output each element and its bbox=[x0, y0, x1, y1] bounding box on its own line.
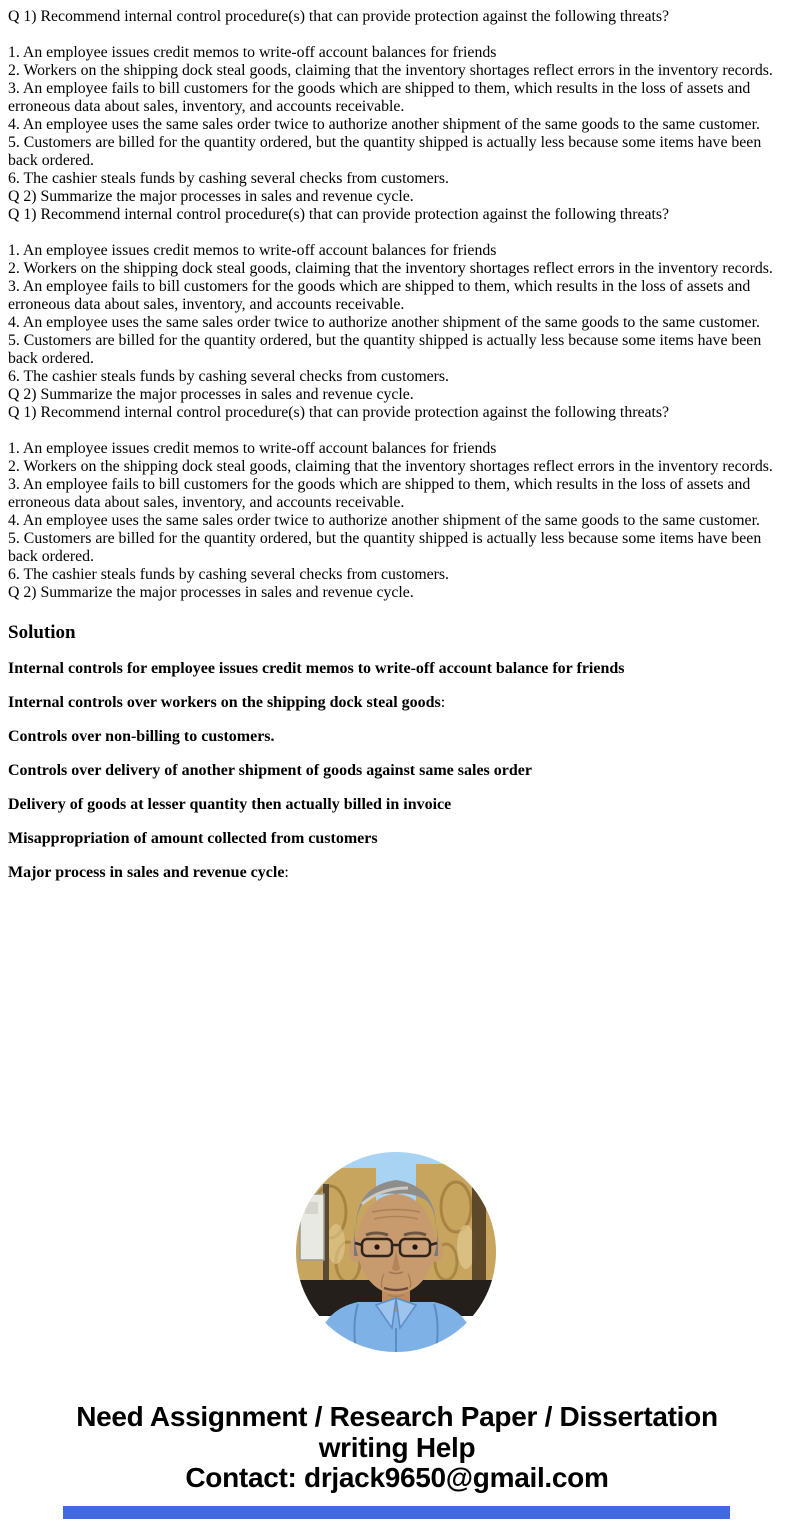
footer-line-2: writing Help bbox=[318, 1431, 476, 1463]
question-block bbox=[8, 404, 788, 602]
solution-line bbox=[8, 762, 788, 779]
threat-item: 3. An employee fails to bill customers for the goods which are shipped to them, which results in the loss of assets and erroneous data about sales, inventory, and accounts receivable. bbox=[8, 476, 751, 511]
solution-line bbox=[8, 796, 788, 813]
solution-section bbox=[8, 623, 788, 881]
threat-item: 2. Workers on the shipping dock steal goods, claiming that the inventory shortages reflect errors in the inventory records. bbox=[8, 62, 773, 79]
solution-line bbox=[8, 694, 788, 711]
question-q1: Q 1) Recommend internal control procedure(s) that can provide protection against the following threats? bbox=[8, 8, 670, 25]
solution-line bbox=[8, 864, 788, 881]
solution-heading: Solution bbox=[8, 622, 76, 643]
threat-item: 6. The cashier steals funds by cashing several checks from customers. bbox=[8, 566, 450, 583]
blank-line bbox=[8, 26, 788, 44]
question-q1: Q 1) Recommend internal control procedure(s) that can provide protection against the following threats? bbox=[8, 206, 670, 223]
instructor-avatar bbox=[296, 1152, 496, 1352]
document-page bbox=[8, 8, 788, 898]
threat-item: 2. Workers on the shipping dock steal goods, claiming that the inventory shortages reflect errors in the inventory records. bbox=[8, 260, 773, 277]
solution-line bbox=[8, 728, 788, 745]
threat-item: 4. An employee uses the same sales order twice to authorize another shipment of the same goods to the same customer. bbox=[8, 314, 760, 331]
footer-line-3: Contact: drjack9650@gmail.com bbox=[185, 1462, 609, 1493]
blank-line bbox=[8, 422, 788, 440]
question-block bbox=[8, 8, 788, 206]
solution-line bbox=[8, 660, 788, 677]
solution-line-text: Major process in sales and revenue cycle bbox=[8, 864, 285, 881]
question-q2: Q 2) Summarize the major processes in sales and revenue cycle. bbox=[8, 584, 414, 601]
solution-line-suffix: : bbox=[284, 864, 289, 881]
threat-item: 1. An employee issues credit memos to write-off account balances for friends bbox=[8, 44, 497, 61]
threat-item: 4. An employee uses the same sales order twice to authorize another shipment of the same goods to the same customer. bbox=[8, 512, 760, 529]
threat-item: 3. An employee fails to bill customers for the goods which are shipped to them, which results in the loss of assets and erroneous data about sales, inventory, and accounts receivable. bbox=[8, 278, 751, 313]
question-q2: Q 2) Summarize the major processes in sales and revenue cycle. bbox=[8, 386, 414, 403]
solution-line-text: Internal controls over workers on the shipping dock steal goods bbox=[8, 694, 441, 711]
threat-item: 3. An employee fails to bill customers for the goods which are shipped to them, which results in the loss of assets and erroneous data about sales, inventory, and accounts receivable. bbox=[8, 80, 751, 115]
solution-line-suffix: : bbox=[440, 694, 446, 711]
threat-item: 5. Customers are billed for the quantity ordered, but the quantity shipped is actually less because some items have been back ordered. bbox=[8, 332, 762, 367]
solution-line-text: Misappropriation of amount collected from customers bbox=[8, 830, 378, 847]
threat-item: 5. Customers are billed for the quantity ordered, but the quantity shipped is actually less because some items have been back ordered. bbox=[8, 134, 762, 169]
solution-line bbox=[8, 830, 788, 847]
threat-item: 1. An employee issues credit memos to write-off account balances for friends bbox=[8, 440, 497, 457]
threat-item: 6. The cashier steals funds by cashing several checks from customers. bbox=[8, 368, 450, 385]
threat-item: 6. The cashier steals funds by cashing several checks from customers. bbox=[8, 170, 450, 187]
threat-item: 4. An employee uses the same sales order twice to authorize another shipment of the same goods to the same customer. bbox=[8, 116, 760, 133]
threat-item: 1. An employee issues credit memos to write-off account balances for friends bbox=[8, 242, 497, 259]
solution-line-text: Delivery of goods at lesser quantity then actually billed in invoice bbox=[8, 796, 452, 813]
solution-line-text: Controls over non-billing to customers. bbox=[8, 728, 275, 745]
instructor-photo-illustration bbox=[296, 1152, 496, 1352]
question-q1: Q 1) Recommend internal control procedure(s) that can provide protection against the following threats? bbox=[8, 404, 670, 421]
solution-line-text: Controls over delivery of another shipment of goods against same sales order bbox=[8, 762, 532, 779]
solution-line-text: Internal controls for employee issues credit memos to write-off account balance for friends bbox=[8, 660, 625, 677]
footer-banner bbox=[0, 1402, 794, 1494]
threat-item: 5. Customers are billed for the quantity ordered, but the quantity shipped is actually less because some items have been back ordered. bbox=[8, 530, 762, 565]
question-q2: Q 2) Summarize the major processes in sales and revenue cycle. bbox=[8, 188, 414, 205]
blank-line bbox=[8, 224, 788, 242]
question-block bbox=[8, 206, 788, 404]
bottom-accent-bar bbox=[63, 1506, 730, 1519]
threat-item: 2. Workers on the shipping dock steal goods, claiming that the inventory shortages reflect errors in the inventory records. bbox=[8, 458, 773, 475]
footer-line-1: Need Assignment / Research Paper / Dissertation bbox=[76, 1401, 718, 1432]
